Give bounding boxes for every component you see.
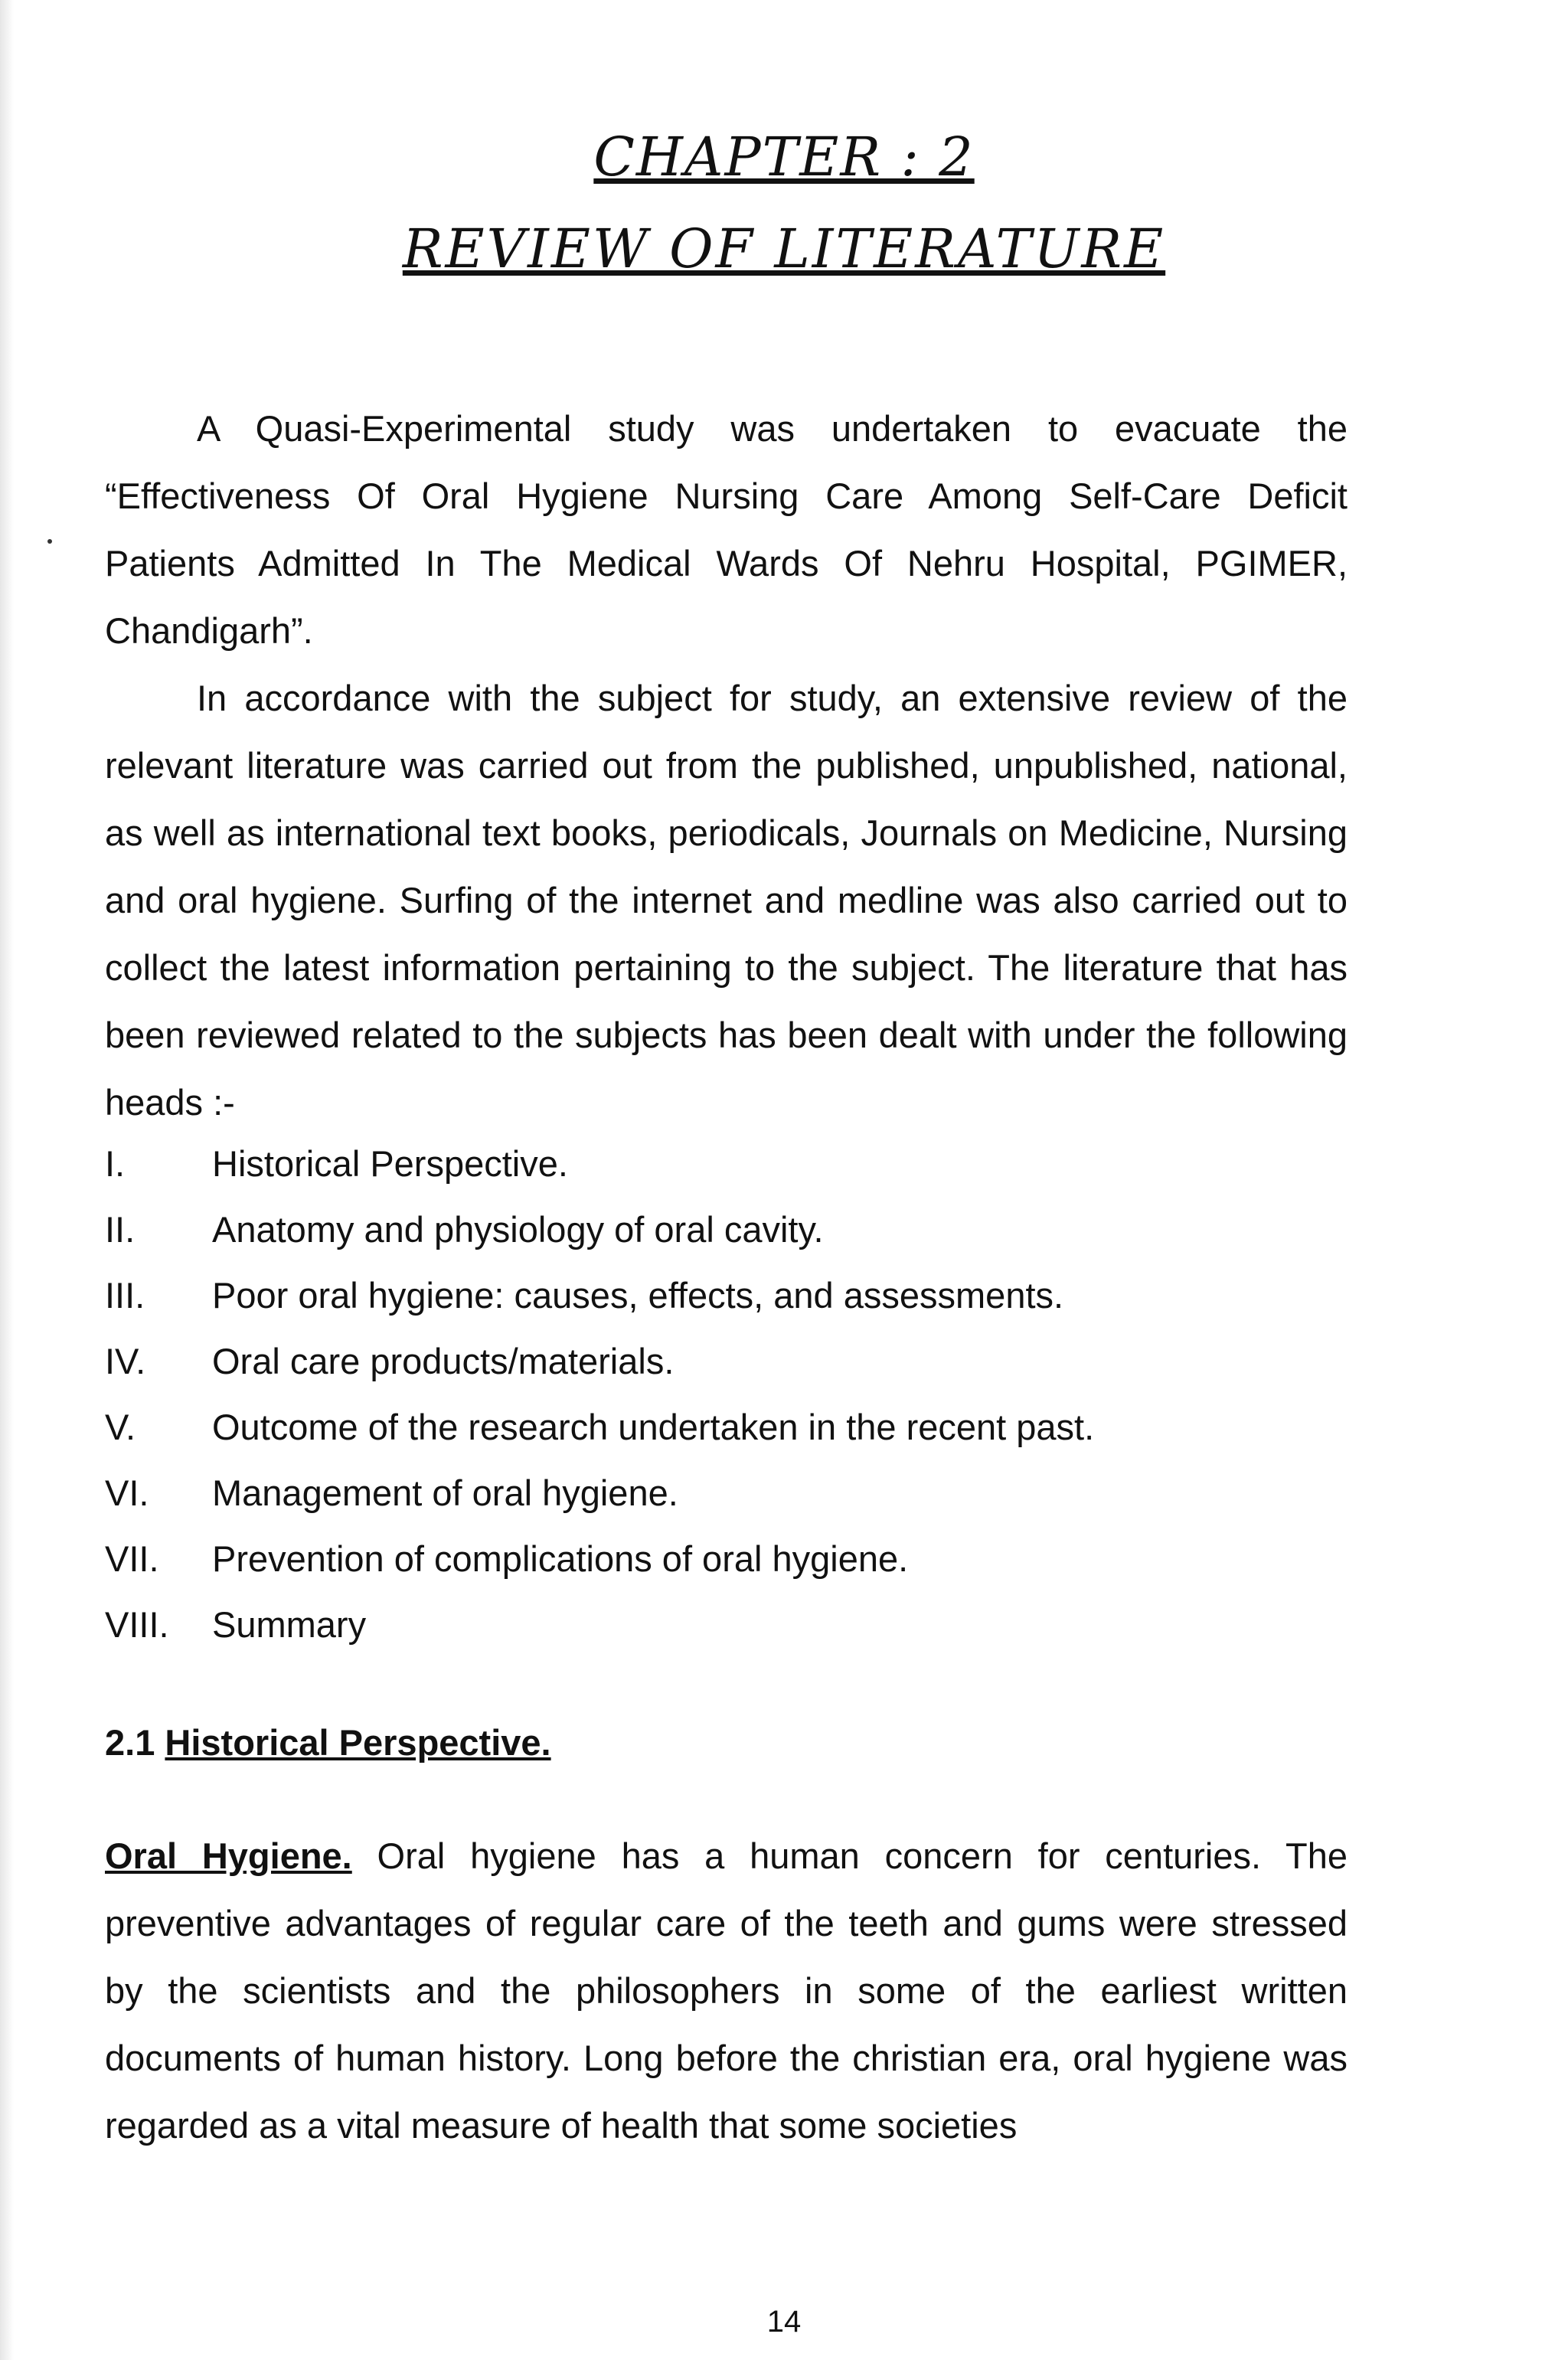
intro-text: A Quasi-Experimental study was undertaken to evacuate the “Effectiveness Of Oral Hygiene Nursing Care Among Self-Care Deficit Patients Admitted In The Medical Wards Of Nehru Hospital, PGIMER, Chandigarh”. xyxy=(105,408,1348,651)
review-paragraph xyxy=(105,665,1348,1136)
list-item-text: Prevention of complications of oral hygiene. xyxy=(212,1538,909,1579)
list-item xyxy=(105,1460,1094,1526)
chapter-title: CHAPTER : 2 xyxy=(593,126,975,188)
list-item-number: VI. xyxy=(105,1473,149,1513)
section-heading xyxy=(105,1721,551,1763)
list-item xyxy=(105,1592,1094,1658)
chapter-subtitle: REVIEW OF LITERATURE xyxy=(402,217,1166,280)
list-item-text: Management of oral hygiene. xyxy=(212,1473,678,1513)
list-item-text: Summary xyxy=(212,1604,367,1645)
oral-hygiene-text xyxy=(105,1822,1348,2159)
list-item-number: V. xyxy=(105,1407,136,1447)
list-item-text: Outcome of the research undertaken in the recent past. xyxy=(212,1407,1095,1447)
list-item-number: III. xyxy=(105,1275,145,1316)
list-item-number: VII. xyxy=(105,1538,159,1579)
list-item xyxy=(105,1263,1094,1329)
list-item-number: II. xyxy=(105,1209,136,1250)
list-item xyxy=(105,1197,1094,1263)
list-item-number: IV. xyxy=(105,1341,146,1381)
list-item xyxy=(105,1526,1094,1592)
oral-hygiene-paragraph xyxy=(105,1822,1348,2159)
oral-hygiene-body: Oral hygiene has a human concern for centuries. The preventive advantages of regular care of the teeth and gums were stressed by the scientists and the philosophers in some of the earliest written documents of human history. Long before the christian era, oral hygiene was regarded as a vital measure of health that some societies xyxy=(105,1835,1348,2146)
heads-list xyxy=(105,1131,1094,1658)
page-number: 14 xyxy=(766,2305,802,2339)
oral-hygiene-lead: Oral Hygiene. xyxy=(105,1835,352,1876)
list-item-text: Historical Perspective. xyxy=(212,1143,568,1184)
review-text: In accordance with the subject for study, an extensive review of the relevant literature was carried out from the published, unpublished, national, as well as international text books, periodicals, Journals on Medicine, Nursing and oral hygiene. Surfing of the internet and medline was also carried out to collect the latest information pertaining to the subject. The literature that has been reviewed related to the subjects has been dealt with under the following heads :- xyxy=(105,678,1348,1123)
list-item-number: VIII. xyxy=(105,1604,169,1645)
intro-paragraph xyxy=(105,395,1348,665)
list-item xyxy=(105,1131,1094,1197)
stray-mark xyxy=(47,539,52,544)
list-item-number: I. xyxy=(105,1143,126,1184)
section-number: 2.1 xyxy=(105,1722,155,1763)
list-item xyxy=(105,1394,1094,1460)
list-item xyxy=(105,1329,1094,1394)
list-item-text: Poor oral hygiene: causes, effects, and assessments. xyxy=(212,1275,1064,1316)
list-item-text: Oral care products/materials. xyxy=(212,1341,675,1381)
list-item-text: Anatomy and physiology of oral cavity. xyxy=(212,1209,824,1250)
scan-edge-shadow xyxy=(0,0,14,2360)
section-title: Historical Perspective. xyxy=(165,1722,551,1763)
